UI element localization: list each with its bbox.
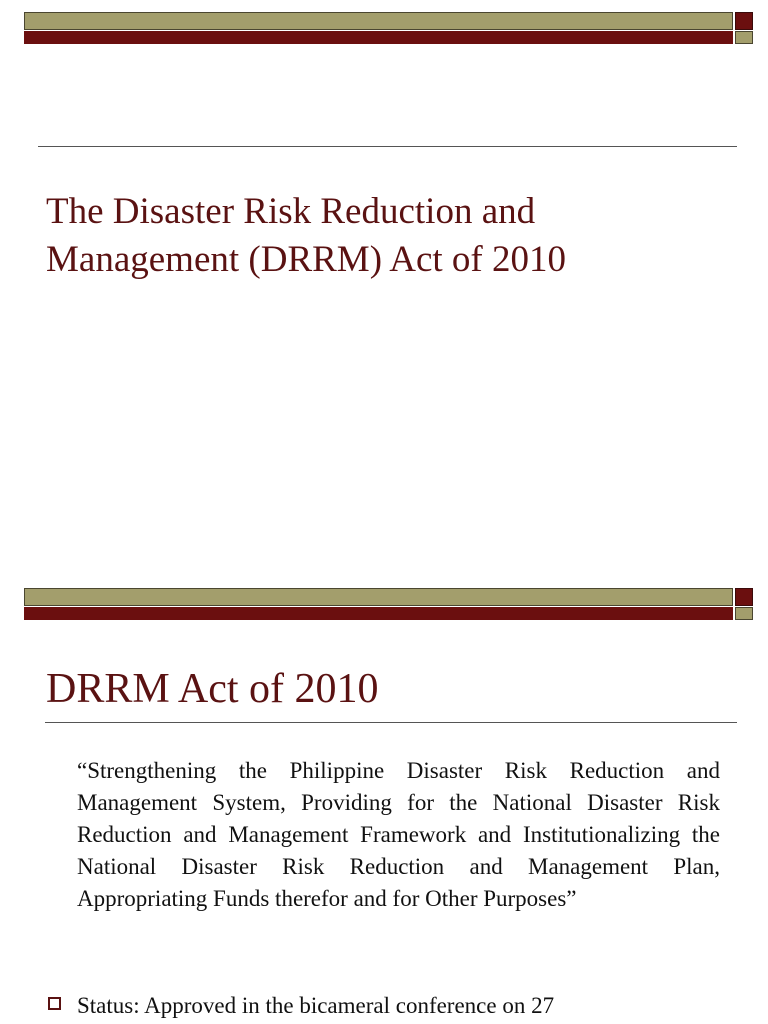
status-text: Status: Approved in the bicameral conference on 27 [77,993,555,1018]
hollow-square-bullet-icon [48,997,61,1010]
slide-2 [0,580,768,1024]
header-bar-olive [24,12,733,30]
header-square-olive [735,607,753,620]
header-square-maroon [735,12,753,30]
header-bar-maroon [24,607,733,620]
header-bar-olive [24,588,733,606]
list-item [48,990,738,1022]
title-divider [38,146,737,147]
slide-title: The Disaster Risk Reduction and Management (DRRM) Act of 2010 [46,191,566,280]
act-full-title-quote: “Strengthening the Philippine Disaster Risk Reduction and Management System, Providing for the National Disaster Risk Reduction and Management Framework and Institutionalizing the National Disaster Risk Reduction and Management Plan, Appropriating Funds therefor and for Other Purposes” [77,758,720,911]
header-square-maroon [735,588,753,606]
header-bar-maroon [24,31,733,44]
header-square-olive [735,31,753,44]
slide-title: DRRM Act of 2010 [46,666,379,712]
title-underline [45,722,737,723]
